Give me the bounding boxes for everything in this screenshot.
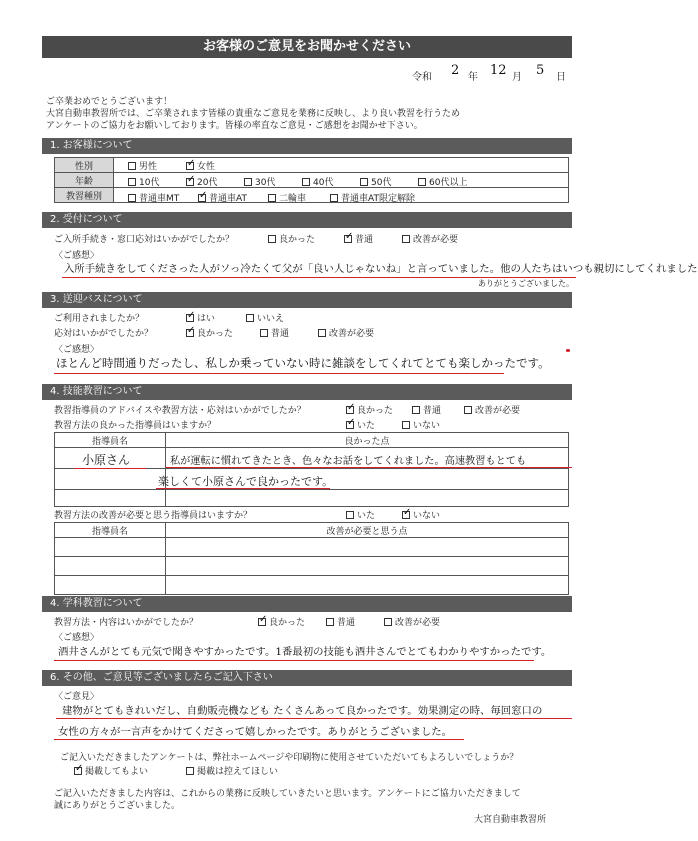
col-good-points: 良かった点 [166,433,569,448]
bus-service-question: 応対はいかがでしたか？ [54,329,154,339]
reception-good[interactable]: 良かった [268,232,315,245]
good-instructor-no[interactable]: いない [402,418,440,431]
other-comment-1: 建物がとてもきれいだし、自動販売機なども たくさんあって良かったです。効果測定の時、毎回窓口の [62,705,543,717]
good-instructor-yes[interactable]: ✓ いた [346,418,375,431]
age-40s[interactable]: 40代 [302,175,333,188]
section-1-header: 1. お客様について [42,138,572,154]
skills-question: 教習指導員のアドバイスや教習方法・応対はいかがでしたか？ [54,406,306,416]
reception-comment-1: 入所手続きをしてくださった人がソっ冷たくて父が「良い人じゃないね」と言っていました。他の人たちはいつも親切にしてくれました [64,263,698,275]
good-instructor-table [54,432,569,507]
red-underline [156,488,330,489]
type-at[interactable]: ✓ 普通車AT [198,191,247,204]
academic-question: 教習方法・内容はいかがでしたか？ [54,618,199,628]
red-underline [54,660,534,661]
academic-comment: 酒井さんがとても元気で聞きやすかったです。1番最初の技能も酒井さんでとてもわかりやすかったです。 [58,646,552,658]
section-3-header: 3. 送迎バスについて [42,292,572,308]
consent-yes[interactable]: ✓掲載してもよい [74,764,148,777]
date-year-unit: 年 [468,72,478,83]
instructor-name: 小原さん [82,453,131,467]
bus-comment-label: 〈ご感想〉 [54,345,100,355]
section-4-header: 4. 技能教習について [42,384,572,400]
academic-good[interactable]: ✓ 良かった [258,615,305,628]
reception-normal[interactable]: ✓ 普通 [344,232,373,245]
intro-line-1: ご卒業おめでとうございます！ [46,97,173,107]
type-motorcycle[interactable]: 二輪車 [268,191,306,204]
company-name: 大宮自動車教習所 [474,815,547,825]
red-underline [166,467,572,468]
closing-line-2: 誠にありがとうございました。 [54,801,181,811]
good-points-1: 私が運転に慣れてきたとき、色々なお話をしてくれました。高速教習もとても [170,456,527,467]
section-5-header: 4. 学科教習について [42,596,572,612]
age-30s[interactable]: 30代 [244,175,275,188]
col-improve-points: 改善が必要と思う点 [166,523,569,538]
intro-line-3: アンケートのご協力をお願いしております。皆様の率直なご意見・ご感想をお聞かせ下さい。 [46,121,423,131]
bus-comment: ほとんど時間通りだったし、私しか乗っていない時に雑談をしてくれてとても楽しかったです。 [56,356,550,370]
reception-improve[interactable]: 改善が必要 [402,232,458,245]
other-comment-2: 女性の方々が一言声をかけてくださって嬉しかったです。ありがとうございました。 [58,726,453,738]
good-points-2: 楽しくて小原さんで良かったです。 [158,475,334,488]
col-instructor: 指導員名 [55,433,166,448]
date-day-unit: 日 [556,72,566,83]
date-month: 12 [490,63,507,78]
age-60s-plus[interactable]: 60代以上 [418,175,467,188]
skills-good[interactable]: ✓ 良かった [346,403,393,416]
other-comment-label: 〈ご意見〉 [54,692,100,702]
consent-no[interactable]: 掲載は控えてほしい [186,764,278,777]
date-month-unit: 月 [512,72,522,83]
date-year: 2 [451,63,460,78]
bus-normal[interactable]: 普通 [260,326,289,339]
bus-good[interactable]: ✓ 良かった [186,326,233,339]
academic-normal[interactable]: 普通 [326,615,355,628]
closing-line-1: ご記入いただきました内容は、これからの業務に反映していきたいと思います。アンケートにご協力いただきまして [54,789,521,799]
date-era: 令和 [412,72,432,83]
academic-comment-label: 〈ご感想〉 [54,633,100,643]
type-at-limit[interactable]: 普通車AT限定解除 [330,191,415,204]
checkbox-checked[interactable] [186,162,194,170]
improve-instructor-question: 教習方法の改善が必要と思う指導員はいますか？ [54,511,253,521]
academic-improve[interactable]: 改善が必要 [384,615,440,628]
red-underline [74,468,146,469]
intro-line-2: 大宮自動車教習所では、ご卒業されます皆様の貴重なご意見を業務に反映し、より良い教習を行うため [46,109,461,119]
reception-question: ご入所手続き・窓口応対はいかがでしたか？ [54,235,235,245]
red-dot [566,349,570,352]
red-underline [54,373,504,374]
skills-improve[interactable]: 改善が必要 [464,403,520,416]
good-instructor-question: 教習方法の良かった指導員はいますか？ [54,421,217,431]
date-day: 5 [536,63,545,78]
red-underline [54,739,464,740]
gender-label: 性別 [55,158,114,173]
page-title: お客様のご意見をお聞かせください [42,36,572,58]
bus-improve[interactable]: 改善が必要 [318,326,374,339]
consent-question: ご記入いただきましたアンケートは、弊社ホームページや印刷物に使用させていただいてもよろしいでしょうか？ [60,753,519,763]
gender-female[interactable]: ✓ 女性 [186,159,215,172]
age-50s[interactable]: 50代 [360,175,391,188]
type-mt[interactable]: 普通車MT [128,191,179,204]
gender-male[interactable]: 男性 [128,159,157,172]
skills-normal[interactable]: 普通 [412,403,441,416]
col-instructor-2: 指導員名 [55,523,166,538]
improve-instructor-table [54,522,569,595]
bus-used-no[interactable]: いいえ [246,311,284,324]
age-label: 年齢 [55,173,114,188]
section-6-header: 6. その他、ご意見等ございましたらご記入下さい [42,670,572,686]
checkbox[interactable] [128,162,136,170]
improve-instructor-yes[interactable]: いた [346,508,375,521]
bus-used-yes[interactable]: ✓ はい [186,311,215,324]
section-2-header: 2. 受付について [42,212,572,228]
age-20s[interactable]: ✓ 20代 [186,175,217,188]
bus-used-question: ご利用されましたか？ [54,314,145,324]
age-10s[interactable]: 10代 [128,175,159,188]
type-label: 教習種別 [55,188,114,203]
reception-comment-label: 〈ご感想〉 [54,251,100,261]
improve-instructor-no[interactable]: ✓ いない [402,508,440,521]
red-underline [56,718,572,719]
reception-comment-2: ありがとうございました。 [478,279,574,288]
